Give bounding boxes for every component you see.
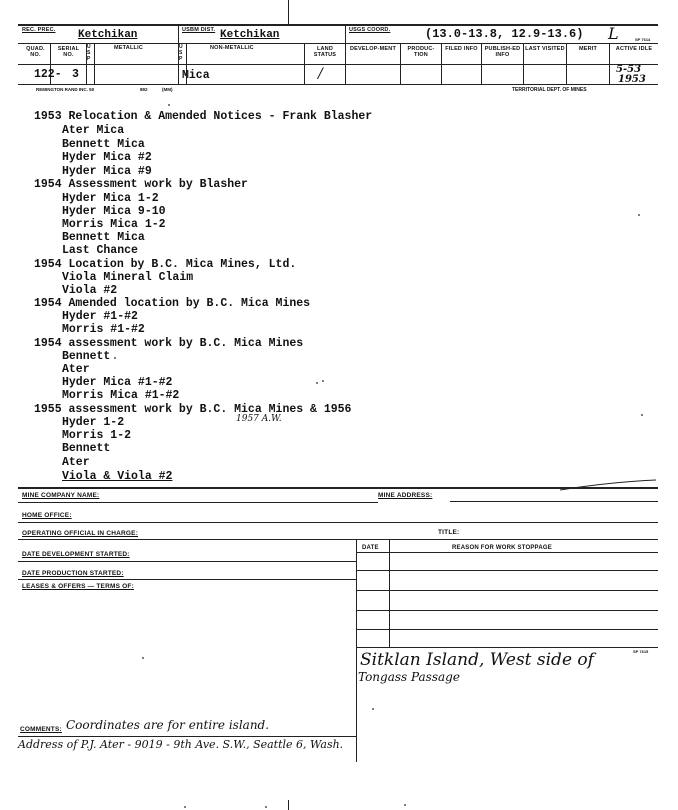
corner-mark: L	[608, 24, 619, 43]
col-quad: QUAD. NO.	[26, 46, 45, 58]
typed-line: Hyder Mica 9-10	[62, 205, 166, 218]
quad-value: 122-	[34, 68, 62, 81]
corner-swoosh	[560, 478, 658, 502]
leases-offers-label: LEASES & OFFERS — TERMS OF:	[22, 583, 134, 590]
col-nonmetallic: NON-METALLIC	[210, 45, 254, 51]
typed-line: Bennett	[62, 350, 111, 363]
col-production: PRODUC-TION	[407, 46, 435, 58]
comments-text: Coordinates are for entire island.	[66, 718, 270, 732]
typed-line: Bennett Mica	[62, 138, 145, 151]
col-usp2: U S P	[179, 44, 183, 62]
typed-line: Hyder Mica #9	[62, 165, 152, 178]
printer-note: REMINGTON RAND INC. 50	[36, 87, 95, 92]
typed-line: Ater	[62, 456, 90, 469]
typed-line: Hyder Mica #2	[62, 151, 152, 164]
col-active-idle: ACTIVE IDLE	[615, 46, 653, 52]
territorial-label: TERRITORIAL DEPT. OF MINES	[512, 87, 587, 93]
active-value-2: 1953	[618, 74, 646, 85]
usbm-dist-value: Ketchikan	[220, 29, 280, 41]
col-usp: U S P	[87, 44, 91, 62]
col-published-info: PUBLISH-ED INFO	[484, 46, 521, 58]
header-top-line	[18, 24, 658, 26]
typed-line: Morris 1-2	[62, 429, 132, 442]
typed-line: Ater Mica	[62, 124, 125, 137]
header-bottom-line	[18, 84, 658, 85]
usbm-dist-label: USBM DIST.	[182, 27, 216, 33]
usgs-coord-value: (13.0-13.8, 12.9-13.6)	[425, 27, 584, 41]
printer-code: 892	[140, 87, 148, 92]
typed-line: Bennett	[62, 442, 111, 455]
form-number-bottom: SP 7615	[633, 649, 649, 654]
nonmetallic-value: Mica	[182, 69, 210, 82]
location-note-2: Tongass Passage	[358, 670, 460, 684]
rec-prec-value: Ketchikan	[78, 29, 138, 41]
typed-line: Hyder #1-#2	[62, 310, 138, 323]
date-prod-started-label: DATE PRODUCTION STARTED:	[22, 570, 124, 577]
typed-line: 1954 Assessment work by Blasher	[34, 178, 248, 191]
typed-line: Viola & Viola #2	[62, 470, 173, 483]
typed-line: 1954 Location by B.C. Mica Mines, Ltd.	[34, 258, 297, 271]
typed-line: Morris #1-#2	[62, 323, 145, 336]
typed-line: Hyder Mica 1-2	[62, 192, 159, 205]
land-status-value: /	[318, 66, 323, 82]
col-metallic: METALLIC	[114, 45, 143, 51]
title-label: TITLE:	[438, 529, 460, 536]
comments-label: COMMENTS:	[20, 726, 62, 733]
typed-line: 1953 Relocation & Amended Notices - Frank Blasher	[34, 110, 373, 123]
col-development: DEVELOP-MENT	[349, 46, 397, 52]
home-office-label: HOME OFFICE:	[22, 512, 72, 519]
typed-line: Last Chance	[62, 244, 138, 257]
reason-col-label: REASON FOR WORK STOPPAGE	[452, 545, 552, 551]
col-filed-info: FILED INFO	[445, 46, 478, 52]
typed-line: Hyder 1-2	[62, 416, 125, 429]
typed-line: Morris Mica 1-2	[62, 218, 166, 231]
typed-line: Bennett Mica	[62, 231, 145, 244]
handwritten-aw: 1957 A.W.	[236, 414, 282, 424]
printer-code2: (MM)	[162, 87, 173, 92]
typed-line: 1954 assessment work by B.C. Mica Mines	[34, 337, 304, 350]
punch-line	[288, 0, 289, 24]
serial-value: 3	[72, 68, 79, 81]
header-row-line	[18, 64, 658, 65]
typed-line: Morris Mica #1-#2	[62, 389, 180, 402]
typed-line: Viola #2	[62, 284, 118, 297]
rec-prec-label: REC. PREC.	[22, 27, 56, 33]
col-serial: SERIAL NO.	[57, 46, 80, 58]
mine-company-name-label: MINE COMPANY NAME:	[22, 492, 100, 499]
typed-line: Ater	[62, 363, 90, 376]
address-text: Address of P.J. Ater - 9019 - 9th Ave. S.W., Seattle 6, Wash.	[18, 738, 344, 751]
typed-line: Viola Mineral Claim	[62, 271, 194, 284]
typed-line: Hyder Mica #1-#2	[62, 376, 173, 389]
active-value-1: 5-53	[616, 64, 642, 75]
typed-line: 1955 assessment work by B.C. Mica Mines & 1956	[34, 403, 352, 416]
location-note-1: Sitklan Island, West side of	[360, 650, 594, 670]
col-last-visited: LAST VISITED	[525, 46, 565, 52]
date-dev-started-label: DATE DEVELOPMENT STARTED:	[22, 551, 130, 558]
col-land-status: LAND STATUS	[313, 46, 337, 58]
operating-official-label: OPERATING OFFICIAL IN CHARGE:	[22, 530, 139, 537]
typed-line: 1954 Amended location by B.C. Mica Mines	[34, 297, 311, 310]
date-col-label: DATE	[362, 545, 379, 551]
usgs-coord-label: USGS COORD.	[349, 27, 391, 33]
col-merit: MERIT	[578, 46, 598, 52]
mine-address-label: MINE ADDRESS:	[378, 492, 433, 499]
header-mid-line	[18, 43, 658, 44]
form-number-top: SP 7614	[635, 37, 651, 42]
